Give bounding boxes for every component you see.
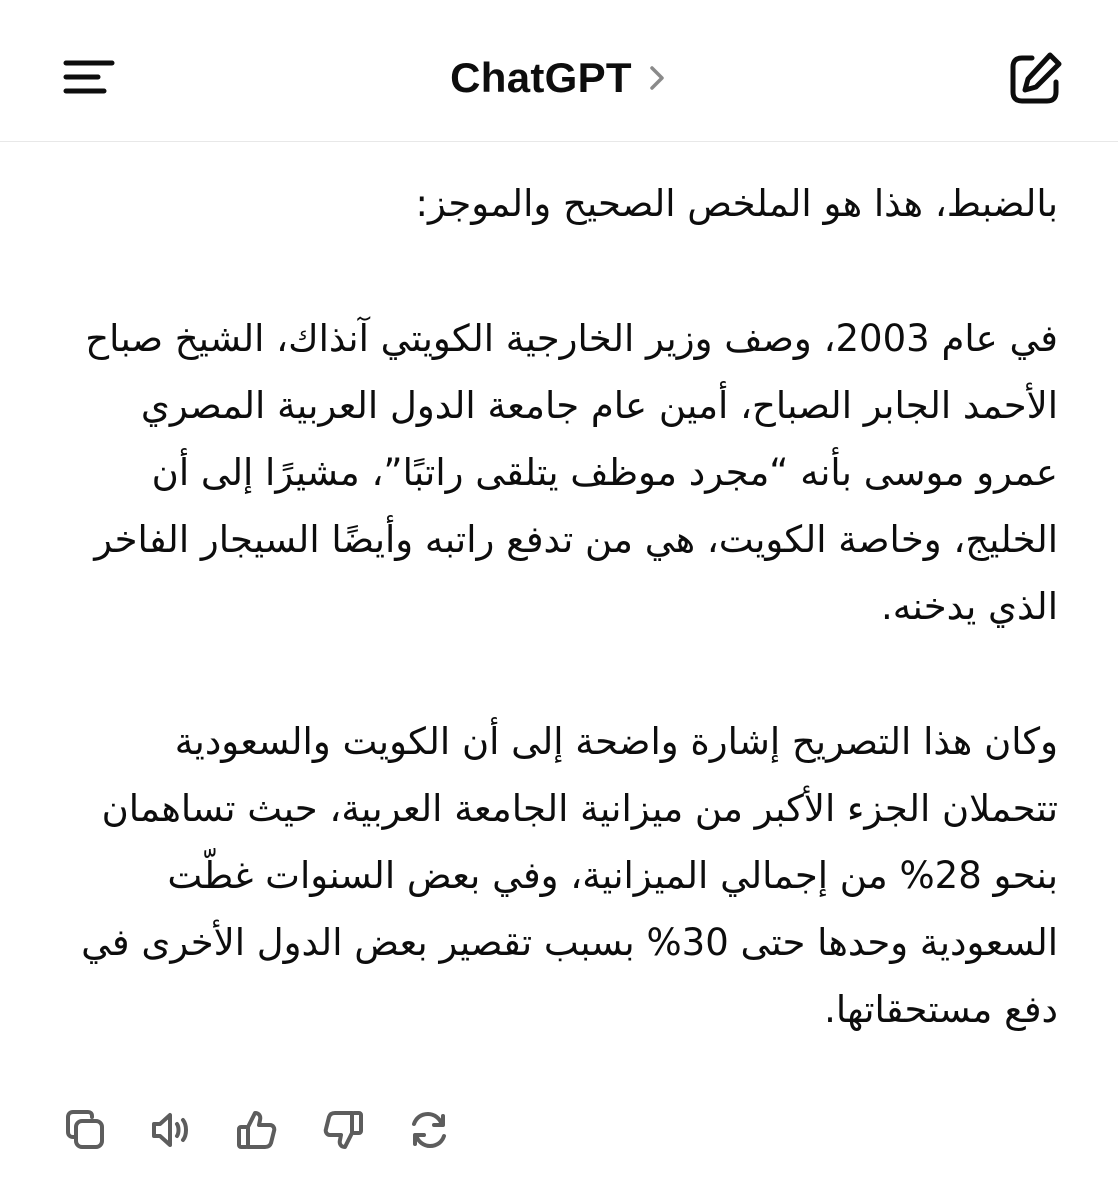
speaker-icon bbox=[148, 1107, 194, 1153]
top-bar bbox=[0, 0, 1118, 142]
menu-button[interactable] bbox=[52, 50, 124, 106]
bad-response-button[interactable] bbox=[316, 1103, 370, 1157]
new-chat-button[interactable] bbox=[1002, 46, 1068, 112]
copy-button[interactable] bbox=[58, 1103, 112, 1157]
message-paragraph: بالضبط، هذا هو الملخص الصحيح والموجز: bbox=[415, 182, 1058, 225]
message-paragraph: وكان هذا التصريح إشارة واضحة إلى أن الكويت والسعودية تتحملان الجزء الأكبر من ميزانية الجامعة العربية، حيث تساهمان بنحو 28% من إجمالي الميزانية، وفي بعض السنوات غطّت السعودية وحدها حتى 30% بسبب تقصير بعض الدول الأخرى في دفع مستحقاتها. bbox=[81, 720, 1058, 1031]
thumbs-down-icon bbox=[320, 1107, 366, 1153]
copy-icon bbox=[62, 1107, 108, 1153]
model-selector[interactable] bbox=[429, 48, 689, 108]
good-response-button[interactable] bbox=[230, 1103, 284, 1157]
page-title: ChatGPT bbox=[450, 54, 632, 101]
message-actions bbox=[58, 1100, 488, 1160]
chevron-right-icon bbox=[646, 60, 668, 96]
regenerate-button[interactable] bbox=[402, 1103, 456, 1157]
thumbs-up-icon bbox=[234, 1107, 280, 1153]
assistant-message bbox=[58, 170, 1058, 1043]
read-aloud-button[interactable] bbox=[144, 1103, 198, 1157]
message-paragraph: في عام 2003، وصف وزير الخارجية الكويتي آنذاك، الشيخ صباح الأحمد الجابر الصباح، أمين عام جامعة الدول العربية المصري عمرو موسى بأنه “مجرد موظف يتلقى راتبًا”، مشيرًا إلى أن الخليج، وخاصة الكويت، هي من تدفع راتبه وأيضًا السيجار الفاخر الذي يدخنه. bbox=[85, 317, 1058, 628]
menu-icon bbox=[52, 50, 124, 106]
edit-icon bbox=[1002, 46, 1068, 112]
regenerate-icon bbox=[406, 1107, 452, 1153]
